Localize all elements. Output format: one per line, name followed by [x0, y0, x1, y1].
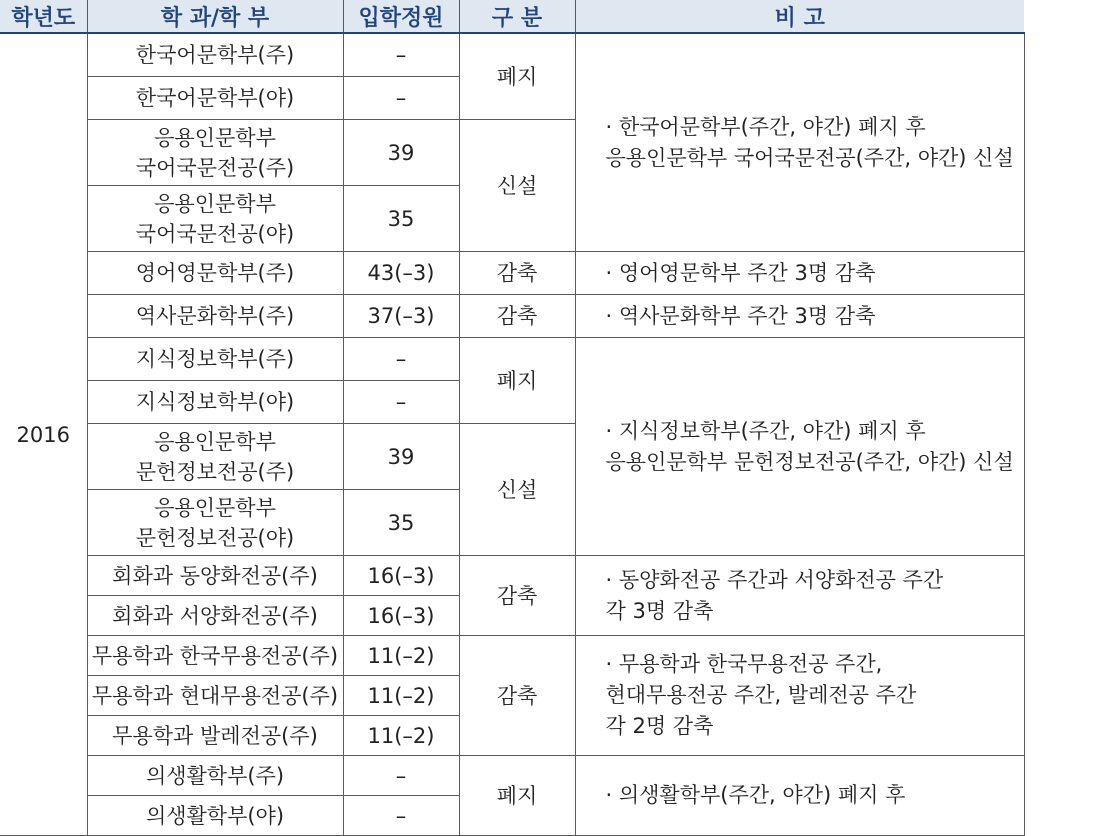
department-cell: 응용인문학부 국어국문전공(야): [87, 186, 343, 252]
table-row: [0, 252, 1024, 295]
header-quota: 입학정원: [343, 0, 459, 33]
quota-cell: 39: [343, 120, 459, 186]
department-cell: 무용학과 발레전공(주): [87, 716, 343, 756]
header-type: 구 분: [459, 0, 575, 33]
table-row: [0, 636, 1024, 676]
quota-cell: 11(–2): [343, 676, 459, 716]
quota-cell: –: [343, 756, 459, 796]
quota-cell: –: [343, 381, 459, 424]
quota-cell: –: [343, 33, 459, 77]
department-cell: 한국어문학부(주): [87, 33, 343, 77]
department-cell: 회화과 동양화전공(주): [87, 556, 343, 596]
department-cell: 회화과 서양화전공(주): [87, 596, 343, 636]
department-cell: 응용인문학부 문헌정보전공(야): [87, 490, 343, 556]
table-row: [0, 556, 1024, 596]
note-cell: · 영어영문학부 주간 3명 감축: [575, 252, 1024, 295]
type-cell: 폐지: [459, 338, 575, 424]
year-cell: 2016: [0, 33, 87, 836]
table-row: [0, 33, 1024, 77]
note-cell: · 동양화전공 주간과 서양화전공 주간 각 3명 감축: [575, 556, 1024, 636]
quota-cell: –: [343, 338, 459, 381]
department-cell: 응용인문학부 문헌정보전공(주): [87, 424, 343, 490]
department-cell: 무용학과 현대무용전공(주): [87, 676, 343, 716]
note-cell: · 의생활학부(주간, 야간) 폐지 후: [575, 756, 1024, 836]
note-cell: · 무용학과 한국무용전공 주간, 현대무용전공 주간, 발레전공 주간 각 2명 감축: [575, 636, 1024, 756]
table-row: [0, 756, 1024, 796]
quota-cell: 16(–3): [343, 596, 459, 636]
department-cell: 지식정보학부(주): [87, 338, 343, 381]
table-row: [0, 295, 1024, 338]
quota-cell: 35: [343, 186, 459, 252]
quota-cell: 11(–2): [343, 716, 459, 756]
quota-cell: –: [343, 77, 459, 120]
quota-cell: –: [343, 796, 459, 836]
quota-cell: 39: [343, 424, 459, 490]
department-cell: 지식정보학부(야): [87, 381, 343, 424]
department-cell: 의생활학부(주): [87, 756, 343, 796]
quota-cell: 11(–2): [343, 636, 459, 676]
type-cell: 감축: [459, 556, 575, 636]
table-row: [0, 338, 1024, 381]
header-year: 학년도: [0, 0, 87, 33]
quota-cell: 16(–3): [343, 556, 459, 596]
department-cell: 역사문화학부(주): [87, 295, 343, 338]
department-cell: 한국어문학부(야): [87, 77, 343, 120]
type-cell: 폐지: [459, 756, 575, 836]
type-cell: 감축: [459, 252, 575, 295]
note-cell: · 지식정보학부(주간, 야간) 폐지 후 응용인문학부 문헌정보전공(주간, 야간) 신설: [575, 338, 1024, 556]
department-cell: 응용인문학부 국어국문전공(주): [87, 120, 343, 186]
type-cell: 감축: [459, 295, 575, 338]
quota-cell: 37(–3): [343, 295, 459, 338]
header-department: 학 과/학 부: [87, 0, 343, 33]
department-cell: 의생활학부(야): [87, 796, 343, 836]
type-cell: 감축: [459, 636, 575, 756]
department-cell: 무용학과 한국무용전공(주): [87, 636, 343, 676]
type-cell: 신설: [459, 120, 575, 252]
note-cell: · 한국어문학부(주간, 야간) 폐지 후 응용인문학부 국어국문전공(주간, 야간) 신설: [575, 33, 1024, 252]
header-note: 비 고: [575, 0, 1024, 33]
type-cell: 폐지: [459, 33, 575, 120]
table-header-row: [0, 0, 1024, 33]
quota-cell: 35: [343, 490, 459, 556]
type-cell: 신설: [459, 424, 575, 556]
department-cell: 영어영문학부(주): [87, 252, 343, 295]
note-cell: · 역사문화학부 주간 3명 감축: [575, 295, 1024, 338]
quota-cell: 43(–3): [343, 252, 459, 295]
